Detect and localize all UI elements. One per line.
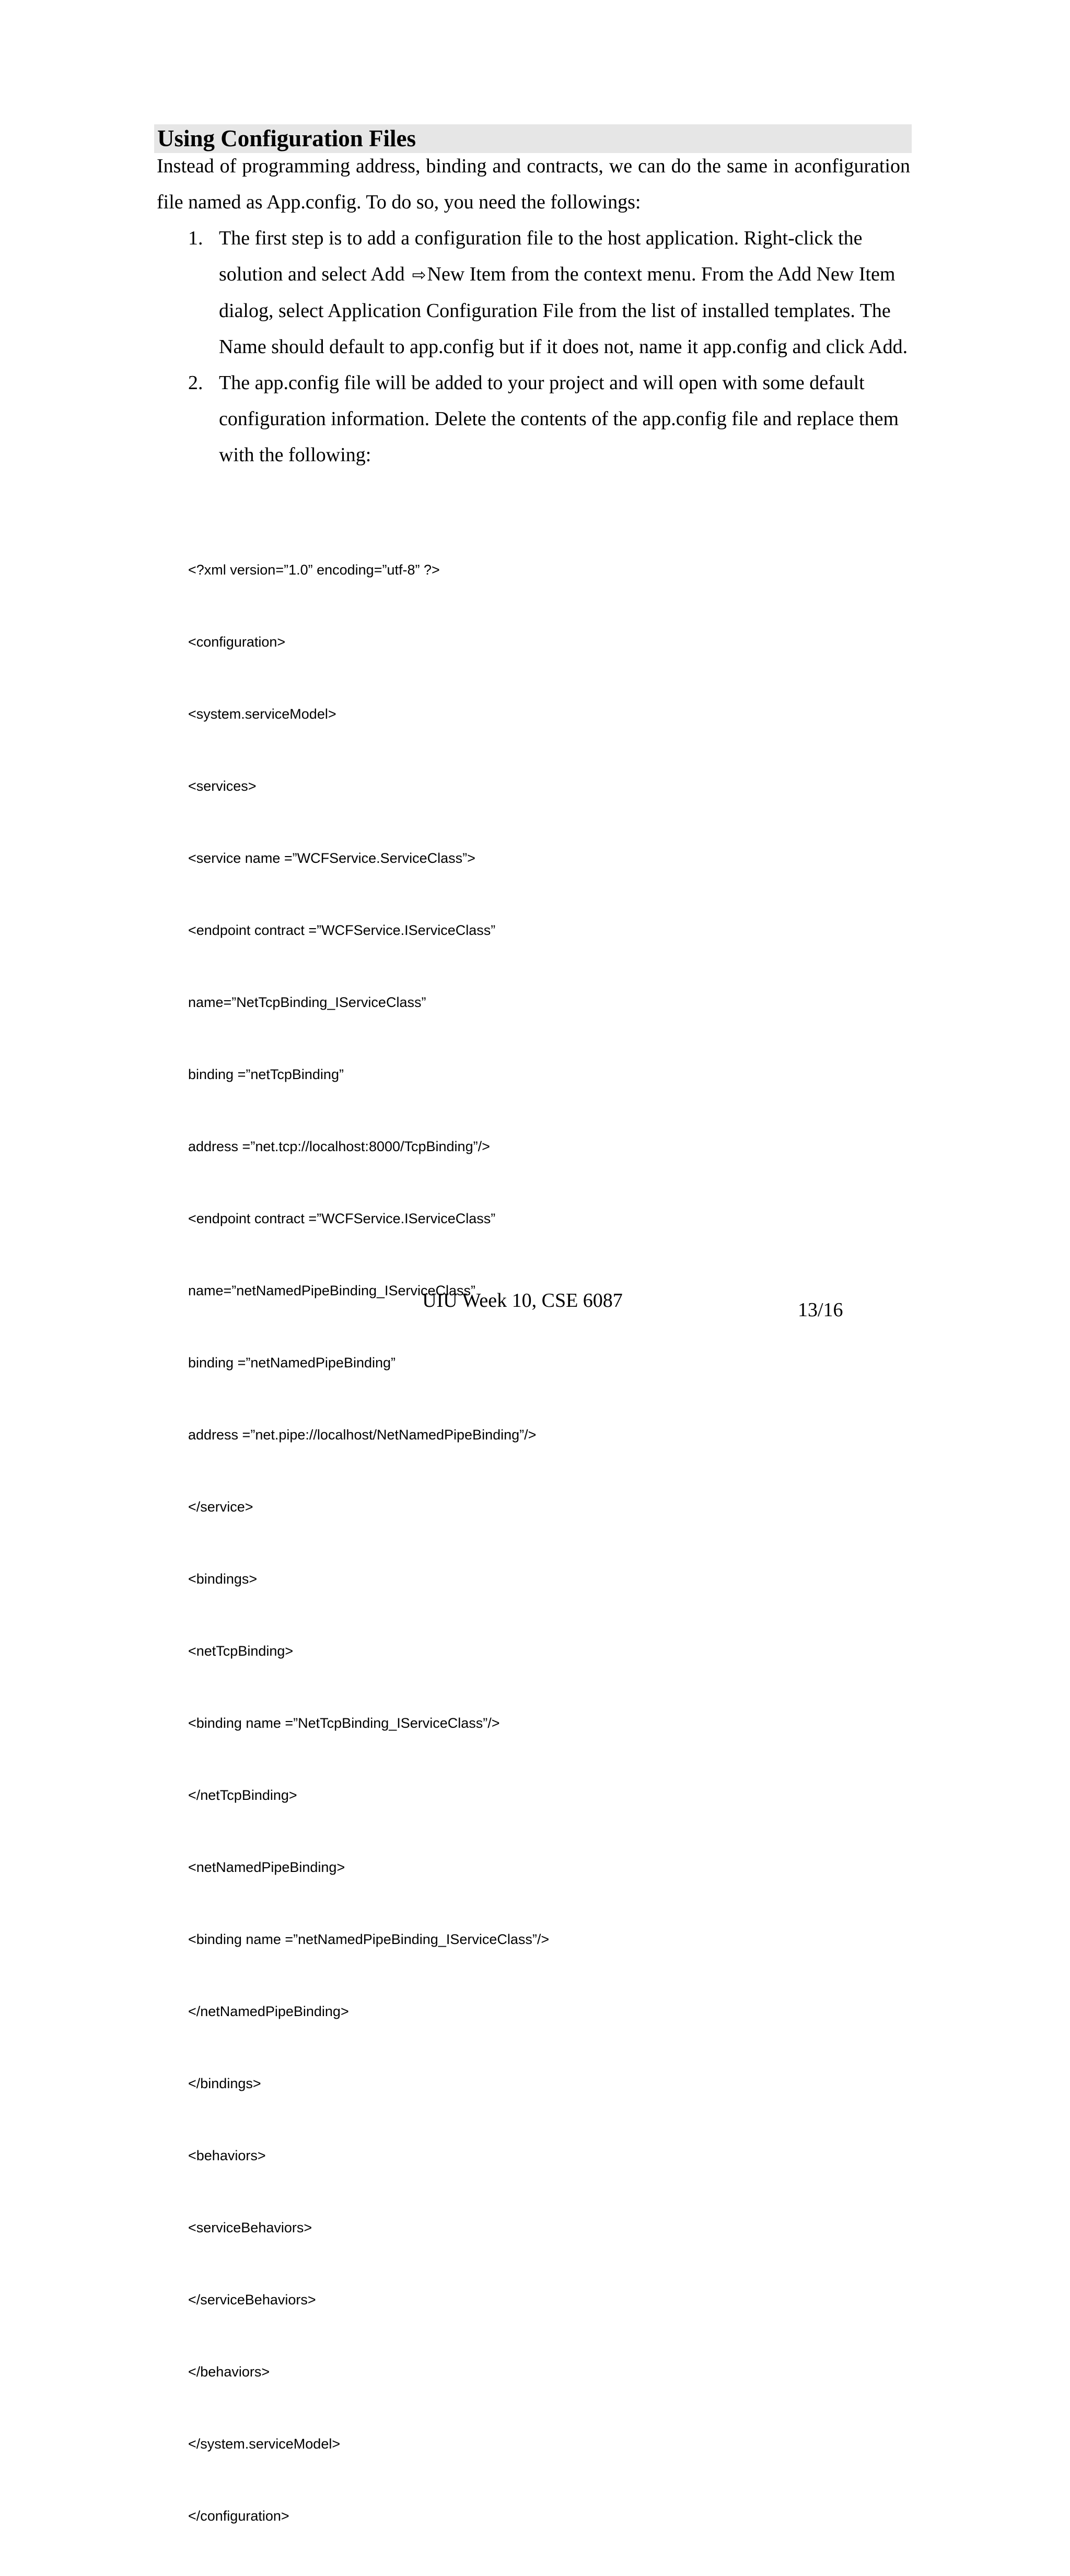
code-line: name=”netNamedPipeBinding_IServiceClass” <box>188 1283 476 1298</box>
code-line: <services> <box>188 778 257 794</box>
code-line: </behaviors> <box>188 2364 270 2380</box>
right-arrow-icon: ⇨ <box>412 265 426 285</box>
step-text-part-2: New Item from the context menu. From the Add New Item dialog, select Application Configuration File from the list of installed templates. The Name should default to app.config but if it does not, name it app.config and click Add. <box>219 263 908 358</box>
code-line: <netTcpBinding> <box>188 1643 294 1659</box>
footer-course-label: UIU Week 10, CSE 6087 <box>422 1290 623 1312</box>
code-line: name=”NetTcpBinding_IServiceClass” <box>188 994 426 1010</box>
step-text: The app.config file will be added to your project and will open with some default configuration information. Delete the contents of the app.config file and replace them with the following: <box>219 372 899 466</box>
intro-paragraph: Instead of programming address, binding and contracts, we can do the same in aconfiguration file named as App.config. To do so, you need the followings: <box>157 155 910 213</box>
code-line: </service> <box>188 1499 253 1515</box>
code-line: </netNamedPipeBinding> <box>188 2004 349 2019</box>
code-line: </serviceBehaviors> <box>188 2292 316 2308</box>
code-line: address =”net.tcp://localhost:8000/TcpBinding”/> <box>188 1139 490 1154</box>
step-item-2 <box>157 365 910 473</box>
code-line: <binding name =”netNamedPipeBinding_IServiceClass”/> <box>188 1931 550 1947</box>
code-line: <netNamedPipeBinding> <box>188 1859 345 1875</box>
code-line: <?xml version=”1.0” encoding=”utf-8” ?> <box>188 562 440 578</box>
step-number: 1. <box>188 227 203 249</box>
xml-code-listing <box>188 510 549 2576</box>
code-line: </configuration> <box>188 2508 289 2524</box>
code-line: <configuration> <box>188 634 286 650</box>
code-line: address =”net.pipe://localhost/NetNamedPipeBinding”/> <box>188 1427 537 1443</box>
code-line: </bindings> <box>188 2076 261 2091</box>
code-line: binding =”netTcpBinding” <box>188 1067 344 1082</box>
page-number: 13/16 <box>798 1299 843 1321</box>
code-line: <endpoint contract =”WCFService.IServiceClass” <box>188 1211 496 1226</box>
code-line: <system.serviceModel> <box>188 706 336 722</box>
code-line: </system.serviceModel> <box>188 2436 341 2452</box>
section-heading: Using Configuration Files <box>154 124 912 153</box>
code-line: <binding name =”NetTcpBinding_IServiceClass”/> <box>188 1715 500 1731</box>
step-number: 2. <box>188 372 203 394</box>
body-text <box>157 148 910 473</box>
code-line: <behaviors> <box>188 2148 266 2163</box>
step-item-1 <box>157 220 910 365</box>
code-line: <service name =”WCFService.ServiceClass”> <box>188 850 475 866</box>
step-text-part-1: The first step is to add a configuration file to the host application. Right-click the solution and select Add <box>219 227 863 285</box>
code-line: <endpoint contract =”WCFService.IServiceClass” <box>188 922 496 938</box>
code-line: <bindings> <box>188 1571 258 1587</box>
steps-list <box>157 220 910 473</box>
code-line: <serviceBehaviors> <box>188 2220 312 2235</box>
code-line: binding =”netNamedPipeBinding” <box>188 1355 396 1371</box>
code-line: </netTcpBinding> <box>188 1787 297 1803</box>
